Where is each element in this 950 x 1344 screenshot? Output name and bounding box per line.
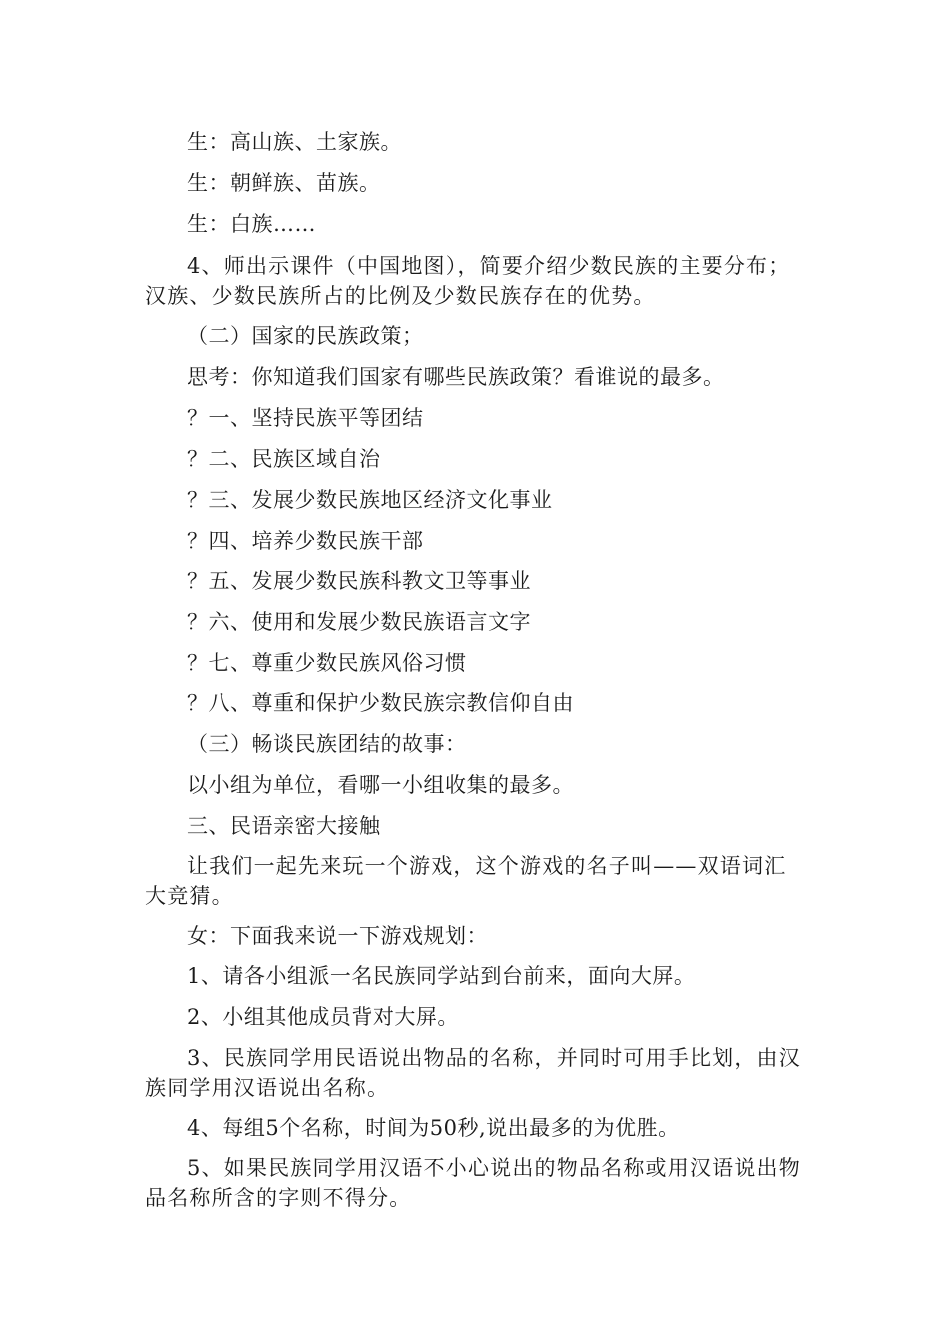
policy-item-7: ？七、尊重少数民族风俗习惯 (187, 651, 467, 675)
paragraph-student-answer-2: 生：朝鲜族、苗族。 (187, 171, 381, 195)
policy-item-1: ？一、坚持民族平等团结 (187, 406, 424, 430)
policy-item-2: ？二、民族区域自治 (187, 447, 381, 471)
paragraph-game-intro: 让我们一起先来玩一个游戏，这个游戏的名子叫——双语词汇大竞猜。 (145, 854, 787, 908)
section-heading-policy: （二）国家的民族政策； (187, 324, 424, 348)
paragraph-step-4: 4、师出示课件（中国地图），简要介绍少数民族的主要分布；汉族、少数民族所占的比例及少数民族存在的优势。 (145, 254, 791, 308)
rule-item-4: 4、每组5个名称，时间为50秒,说出最多的为优胜。 (187, 1116, 680, 1140)
rule-item-3: 3、民族同学用民语说出物品的名称，并同时可用手比划，由汉族同学用汉语说出名称。 (145, 1046, 801, 1100)
policy-item-6: ？六、使用和发展少数民族语言文字 (187, 610, 531, 634)
policy-item-4: ？四、培养少数民族干部 (187, 529, 424, 553)
rule-item-5: 5、如果民族同学用汉语不小心说出的物品名称或用汉语说出物品名称所含的字则不得分。 (145, 1156, 801, 1210)
paragraph-student-answer-1: 生：高山族、土家族。 (187, 130, 402, 154)
policy-item-5: ？五、发展少数民族科教文卫等事业 (187, 569, 531, 593)
paragraph-group-instruction: 以小组为单位，看哪一小组收集的最多。 (187, 773, 574, 797)
policy-item-8: ？八、尊重和保护少数民族宗教信仰自由 (187, 691, 574, 715)
rule-item-1: 1、请各小组派一名民族同学站到台前来，面向大屏。 (187, 964, 696, 988)
rule-item-2: 2、小组其他成员背对大屏。 (187, 1005, 459, 1029)
section-heading-stories: （三）畅谈民族团结的故事： (187, 732, 467, 756)
paragraph-rules-intro: 女：下面我来说一下游戏规划： (187, 924, 488, 948)
policy-item-3: ？三、发展少数民族地区经济文化事业 (187, 488, 553, 512)
paragraph-student-answer-3: 生：白族…… (187, 212, 316, 236)
paragraph-think-question: 思考：你知道我们国家有哪些民族政策？看谁说的最多。 (187, 365, 725, 389)
section-heading-bilingual: 三、民语亲密大接触 (187, 814, 381, 838)
